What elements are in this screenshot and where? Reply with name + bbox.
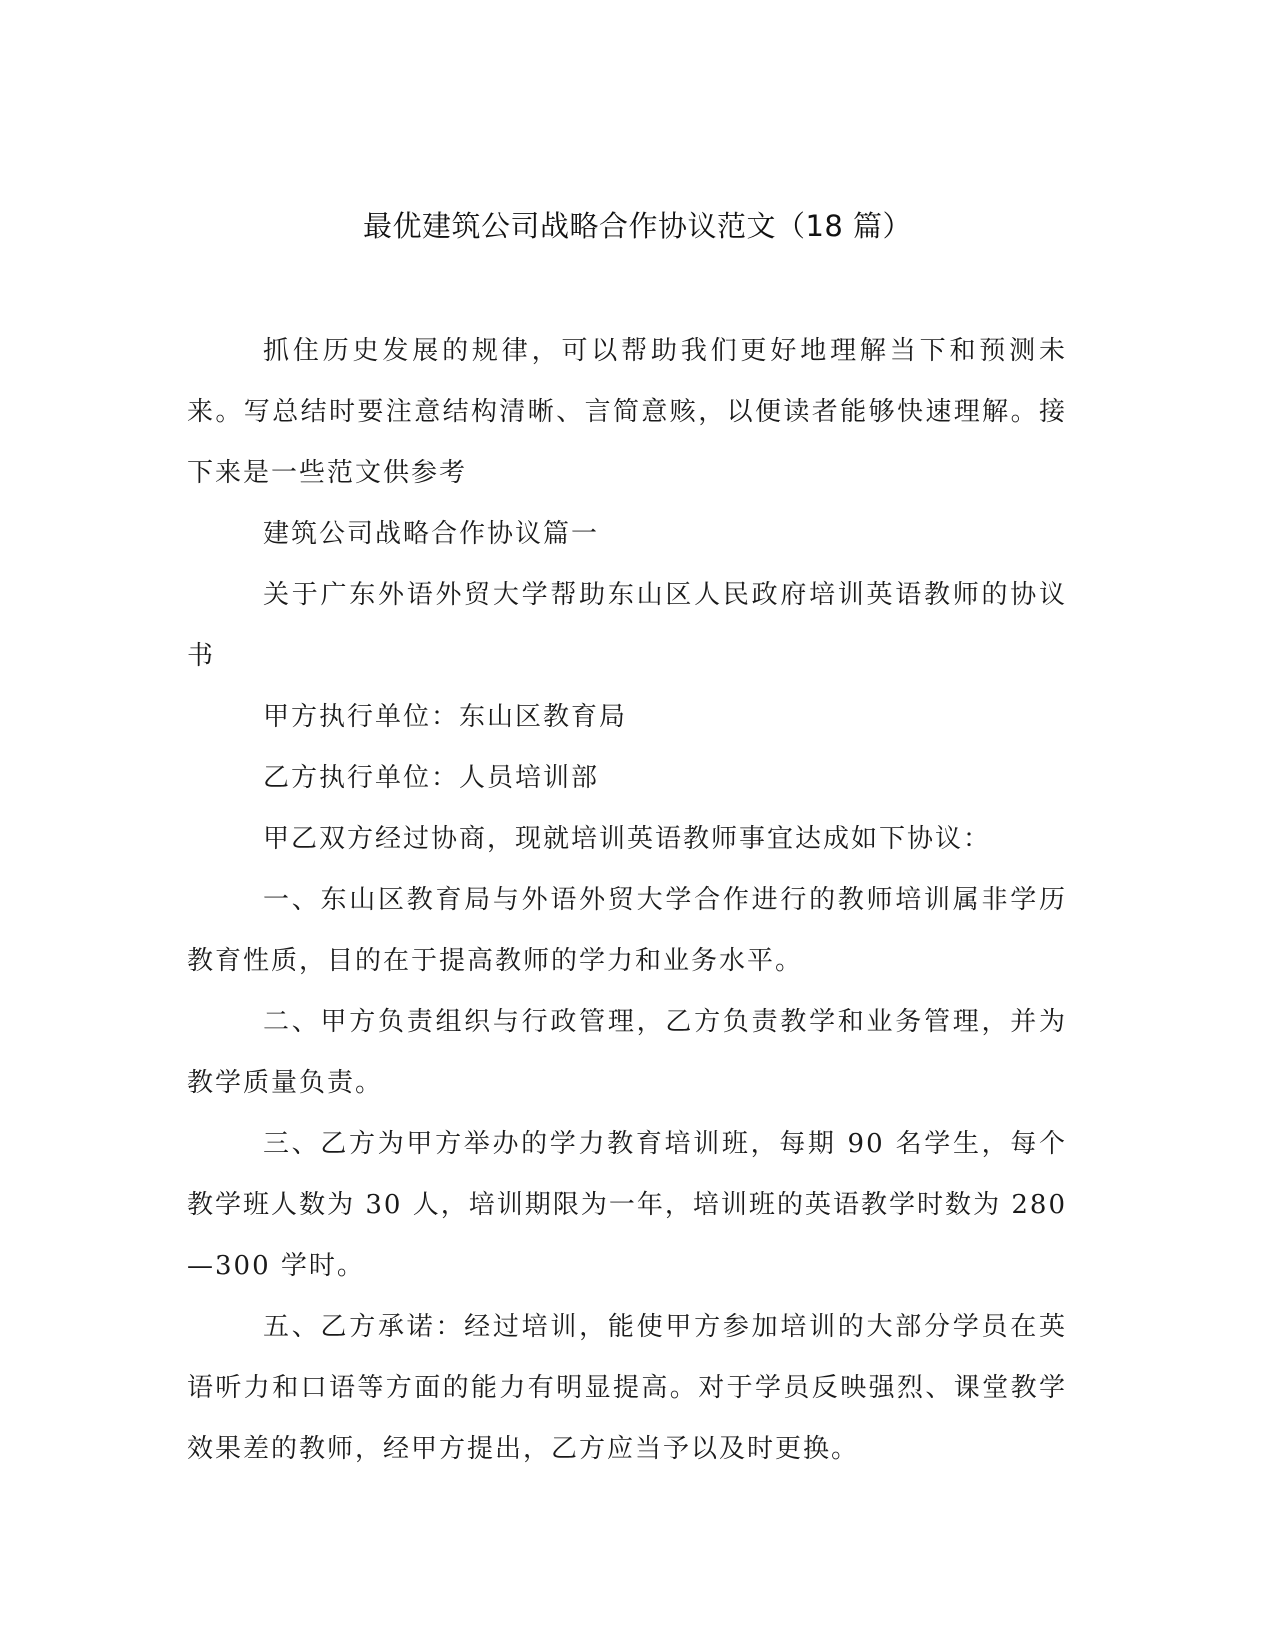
paragraph-party-b: 乙方执行单位：人员培训部: [263, 763, 600, 793]
document-title: 最优建筑公司战略合作协议范文（18 篇）: [362, 209, 913, 243]
paragraph-intro: 抓住历史发展的规律，可以帮助我们更好地理解当下和预测未来。写总结时要注意结构清晰、言简意赅，以便读者能够快速理解。接下来是一些范文供参考: [187, 336, 1067, 488]
paragraph-preamble: 甲乙双方经过协商，现就培训英语教师事宜达成如下协议：: [263, 824, 992, 854]
paragraph-clause-1: 一、东山区教育局与外语外贸大学合作进行的教师培训属非学历教育性质，目的在于提高教师的学力和业务水平。: [187, 885, 1067, 976]
paragraph-agreement-title: 关于广东外语外贸大学帮助东山区人民政府培训英语教师的协议书: [187, 580, 1067, 671]
paragraph-clause-3: 三、乙方为甲方举办的学力教育培训班，每期 90 名学生，每个教学班人数为 30 人，培训期限为一年，培训班的英语教学时数为 280—300 学时。: [187, 1129, 1067, 1281]
paragraph-section-heading: 建筑公司战略合作协议篇一: [263, 519, 600, 549]
paragraph-party-a: 甲方执行单位：东山区教育局: [263, 702, 628, 732]
paragraph-clause-5: 五、乙方承诺：经过培训，能使甲方参加培训的大部分学员在英语听力和口语等方面的能力有明显提高。对于学员反映强烈、课堂教学效果差的教师，经甲方提出，乙方应当予以及时更换。: [187, 1312, 1067, 1464]
paragraph-clause-2: 二、甲方负责组织与行政管理，乙方负责教学和业务管理，并为教学质量负责。: [187, 1007, 1067, 1098]
document-body: [187, 321, 1067, 1480]
